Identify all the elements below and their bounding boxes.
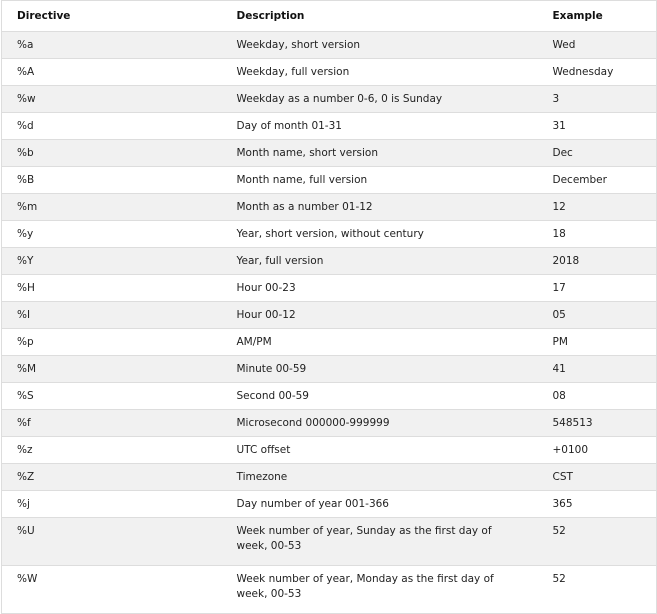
description-cell: Timezone: [222, 464, 538, 491]
table-row: [2, 383, 657, 410]
description-cell: Weekday, short version: [222, 32, 538, 59]
directive-cell: %p: [2, 329, 222, 356]
table-row: [2, 59, 657, 86]
directive-cell: %m: [2, 194, 222, 221]
description-cell: Year, full version: [222, 248, 538, 275]
example-cell: 3: [538, 86, 657, 113]
example-cell: CST: [538, 464, 657, 491]
example-cell: Wednesday: [538, 59, 657, 86]
description-cell: Week number of year, Sunday as the first day of week, 00-53: [222, 518, 538, 566]
description-cell: Minute 00-59: [222, 356, 538, 383]
strftime-directives-table: [1, 0, 657, 614]
table-row: [2, 194, 657, 221]
description-cell: Day of month 01-31: [222, 113, 538, 140]
example-cell: 52: [538, 518, 657, 566]
example-cell: 548513: [538, 410, 657, 437]
table-header-row: [2, 1, 657, 32]
example-cell: 41: [538, 356, 657, 383]
table-row: [2, 356, 657, 383]
description-cell: Month as a number 01-12: [222, 194, 538, 221]
example-cell: +0100: [538, 437, 657, 464]
table-row: [2, 140, 657, 167]
table-row: [2, 437, 657, 464]
directive-cell: %M: [2, 356, 222, 383]
example-cell: 2018: [538, 248, 657, 275]
example-cell: 05: [538, 302, 657, 329]
description-cell: Second 00-59: [222, 383, 538, 410]
description-cell: Month name, full version: [222, 167, 538, 194]
table-row: [2, 329, 657, 356]
example-cell: Wed: [538, 32, 657, 59]
header-description: Description: [222, 1, 538, 32]
directive-cell: %f: [2, 410, 222, 437]
description-cell: Hour 00-12: [222, 302, 538, 329]
header-example: Example: [538, 1, 657, 32]
directive-cell: %I: [2, 302, 222, 329]
example-cell: 18: [538, 221, 657, 248]
directive-cell: %H: [2, 275, 222, 302]
directive-cell: %Z: [2, 464, 222, 491]
description-cell: Weekday, full version: [222, 59, 538, 86]
description-cell: Day number of year 001-366: [222, 491, 538, 518]
example-cell: 12: [538, 194, 657, 221]
directive-cell: %d: [2, 113, 222, 140]
example-cell: 365: [538, 491, 657, 518]
table-row: [2, 86, 657, 113]
directive-cell: %A: [2, 59, 222, 86]
example-cell: 08: [538, 383, 657, 410]
table-row: [2, 566, 657, 614]
description-cell: Microsecond 000000-999999: [222, 410, 538, 437]
table-row: [2, 113, 657, 140]
directive-cell: %y: [2, 221, 222, 248]
directive-cell: %S: [2, 383, 222, 410]
directive-cell: %w: [2, 86, 222, 113]
directive-cell: %B: [2, 167, 222, 194]
description-cell: Week number of year, Monday as the first day of week, 00-53: [222, 566, 538, 614]
table-row: [2, 221, 657, 248]
example-cell: 17: [538, 275, 657, 302]
table-row: [2, 302, 657, 329]
example-cell: December: [538, 167, 657, 194]
example-cell: 52: [538, 566, 657, 614]
table-row: [2, 32, 657, 59]
directive-cell: %Y: [2, 248, 222, 275]
header-directive: Directive: [2, 1, 222, 32]
table-row: [2, 167, 657, 194]
table-row: [2, 464, 657, 491]
table-row: [2, 275, 657, 302]
example-cell: PM: [538, 329, 657, 356]
example-cell: 31: [538, 113, 657, 140]
table-row: [2, 248, 657, 275]
directive-cell: %U: [2, 518, 222, 566]
directive-cell: %b: [2, 140, 222, 167]
description-cell: AM/PM: [222, 329, 538, 356]
table-row: [2, 410, 657, 437]
example-cell: Dec: [538, 140, 657, 167]
table-row: [2, 518, 657, 566]
directive-cell: %z: [2, 437, 222, 464]
description-cell: Weekday as a number 0-6, 0 is Sunday: [222, 86, 538, 113]
description-cell: Month name, short version: [222, 140, 538, 167]
directive-cell: %W: [2, 566, 222, 614]
table-row: [2, 491, 657, 518]
directive-cell: %j: [2, 491, 222, 518]
description-cell: UTC offset: [222, 437, 538, 464]
description-cell: Year, short version, without century: [222, 221, 538, 248]
directive-cell: %a: [2, 32, 222, 59]
description-cell: Hour 00-23: [222, 275, 538, 302]
